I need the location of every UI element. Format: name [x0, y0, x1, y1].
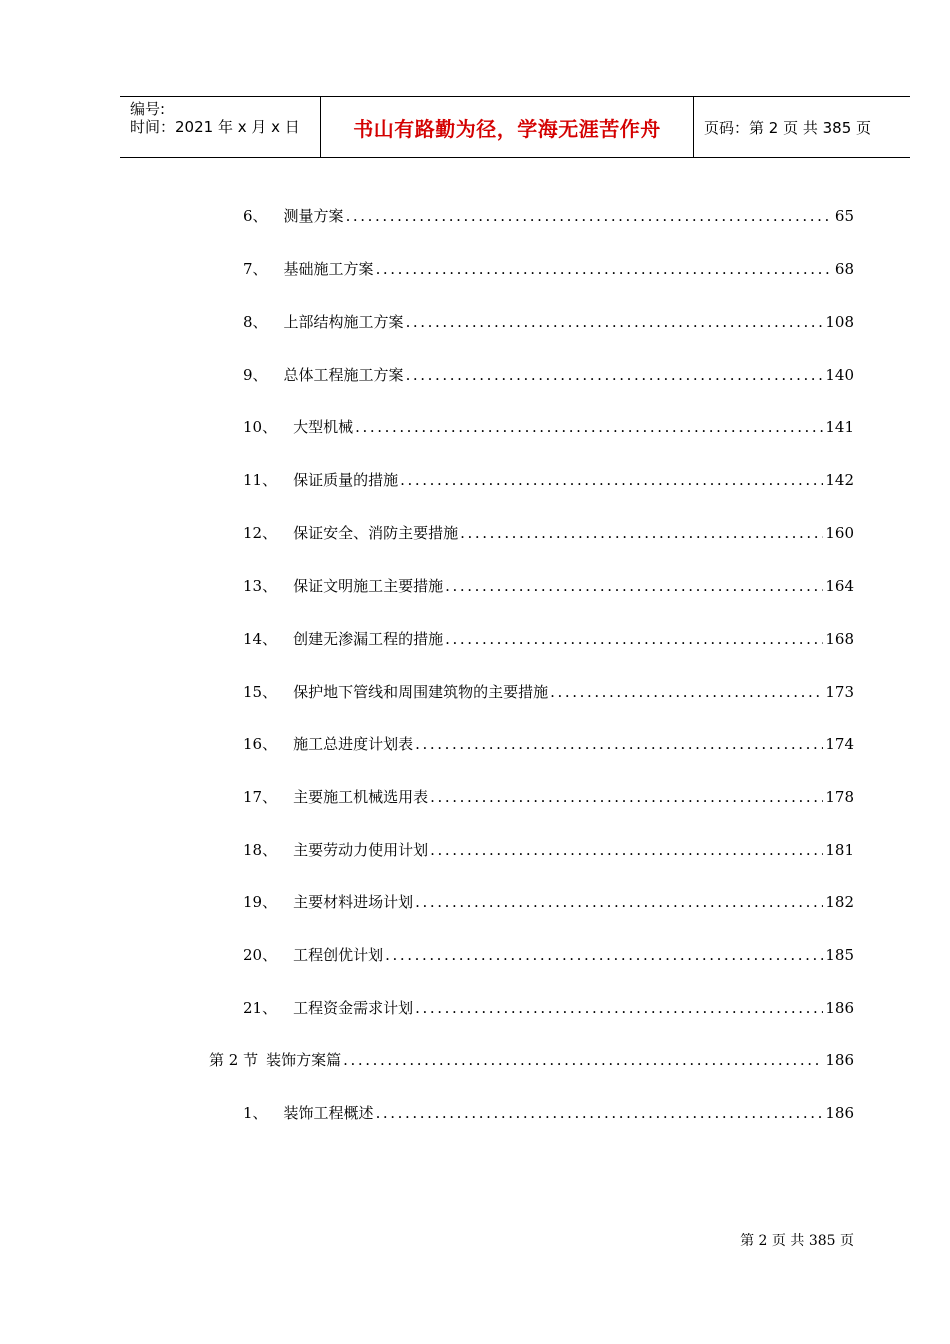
toc-entry-number: 第 2 节: [209, 1051, 259, 1069]
toc-entry-page: 141: [825, 418, 854, 436]
toc-leader-dots: [415, 999, 823, 1017]
toc-entry-title: 上部结构施工方案: [283, 313, 404, 331]
toc-entry[interactable]: [243, 469, 854, 491]
toc-entry[interactable]: [243, 891, 854, 913]
toc-entry[interactable]: [243, 1102, 854, 1124]
toc-entry-title: 保证文明施工主要措施: [293, 577, 444, 595]
toc-entry-title: 总体工程施工方案: [283, 366, 404, 384]
header-page-info: 页码：第 2 页 共 385 页: [704, 118, 872, 137]
toc-entry-title: 主要材料进场计划: [293, 893, 414, 911]
toc-entry-number: 19、: [243, 893, 278, 911]
toc-entry-title: 基础施工方案: [283, 260, 374, 278]
toc-entry-title: 工程资金需求计划: [293, 999, 414, 1017]
toc-entry-number: 18、: [243, 841, 278, 859]
toc-entry-page: 140: [825, 366, 854, 384]
toc-entry-page: 142: [825, 471, 854, 489]
toc-leader-dots: [343, 1051, 823, 1069]
toc-entry[interactable]: [243, 628, 854, 650]
toc-leader-dots: [460, 524, 823, 542]
toc-entry[interactable]: [243, 205, 854, 227]
page-footer: 第 2 页 共 385 页: [740, 1233, 854, 1249]
toc-entry-page: 181: [825, 841, 854, 859]
toc-entry[interactable]: [243, 364, 854, 386]
toc-entry-title: 保护地下管线和周围建筑物的主要措施: [293, 683, 549, 701]
toc-entry-number: 9、: [243, 366, 268, 384]
header-motto: 书山有路勤为径，学海无涯苦作舟: [353, 116, 661, 141]
page-header: [120, 96, 910, 158]
toc-leader-dots: [415, 893, 823, 911]
toc-entry[interactable]: [243, 416, 854, 438]
toc-entry-title: 保证安全、消防主要措施: [293, 524, 459, 542]
toc-entry-number: 16、: [243, 735, 278, 753]
toc-entry-number: 8、: [243, 313, 268, 331]
toc-entry[interactable]: [243, 258, 854, 280]
toc-entry-title: 主要劳动力使用计划: [293, 841, 429, 859]
toc-entry-title: 大型机械: [293, 418, 354, 436]
toc-leader-dots: [376, 1104, 824, 1122]
toc-leader-dots: [346, 207, 833, 225]
toc-leader-dots: [430, 788, 823, 806]
toc-entry-page: 186: [825, 1051, 854, 1069]
toc-leader-dots: [376, 260, 833, 278]
toc-entry[interactable]: [243, 839, 854, 861]
toc-entry-title: 测量方案: [283, 207, 344, 225]
toc-leader-dots: [430, 841, 823, 859]
toc-entry[interactable]: [243, 575, 854, 597]
toc-entry-page: 185: [825, 946, 854, 964]
toc-entry-page: 68: [834, 260, 854, 278]
toc-entry-title: 保证质量的措施: [293, 471, 399, 489]
toc-entry-page: 174: [825, 735, 854, 753]
toc-entry-page: 173: [825, 683, 854, 701]
toc-entry-number: 21、: [243, 999, 278, 1017]
toc-entry-title: 主要施工机械选用表: [293, 788, 429, 806]
toc-entry-number: 13、: [243, 577, 278, 595]
toc-entry-number: 12、: [243, 524, 278, 542]
toc-leader-dots: [400, 471, 823, 489]
header-motto-cell: [321, 97, 694, 157]
toc-entry-title: 创建无渗漏工程的措施: [293, 630, 444, 648]
toc-entry-page: 160: [825, 524, 854, 542]
toc-entry[interactable]: [243, 681, 854, 703]
toc-leader-dots: [445, 577, 823, 595]
toc-entry[interactable]: [243, 522, 854, 544]
toc-leader-dots: [445, 630, 823, 648]
toc-entry-page: 65: [834, 207, 854, 225]
toc-leader-dots: [550, 683, 823, 701]
toc-entry-title: 装饰方案篇: [266, 1051, 342, 1069]
toc-entry-page: 108: [825, 313, 854, 331]
toc-leader-dots: [355, 418, 823, 436]
toc-entry-page: 182: [825, 893, 854, 911]
toc-entry-page: 168: [825, 630, 854, 648]
toc-entry[interactable]: [243, 944, 854, 966]
toc-entry-number: 17、: [243, 788, 278, 806]
toc-entry-title: 装饰工程概述: [283, 1104, 374, 1122]
toc-entry-number: 1、: [243, 1104, 268, 1122]
toc-leader-dots: [406, 366, 824, 384]
toc-entry-number: 7、: [243, 260, 268, 278]
toc-entry-number: 14、: [243, 630, 278, 648]
toc-leader-dots: [406, 313, 824, 331]
toc-entry-number: 15、: [243, 683, 278, 701]
header-meta: [120, 97, 321, 157]
toc-entry-title: 工程创优计划: [293, 946, 384, 964]
toc-entry[interactable]: [243, 733, 854, 755]
toc-entry[interactable]: [243, 311, 854, 333]
toc-entry-page: 186: [825, 999, 854, 1017]
toc-entry-page: 164: [825, 577, 854, 595]
toc-leader-dots: [385, 946, 823, 964]
toc-leader-dots: [415, 735, 823, 753]
toc-entry[interactable]: [243, 786, 854, 808]
document-time: 时间：2021 年 x 月 x 日: [130, 118, 300, 136]
toc-entry-number: 6、: [243, 207, 268, 225]
toc-entry-page: 186: [825, 1104, 854, 1122]
toc-entry-number: 10、: [243, 418, 278, 436]
document-number-label: 编号:: [130, 100, 166, 118]
toc-entry-page: 178: [825, 788, 854, 806]
toc-entry-number: 20、: [243, 946, 278, 964]
toc-entry[interactable]: [243, 997, 854, 1019]
toc-entry-title: 施工总进度计划表: [293, 735, 414, 753]
toc-section-entry[interactable]: [209, 1049, 854, 1071]
toc-entry-number: 11、: [243, 471, 278, 489]
